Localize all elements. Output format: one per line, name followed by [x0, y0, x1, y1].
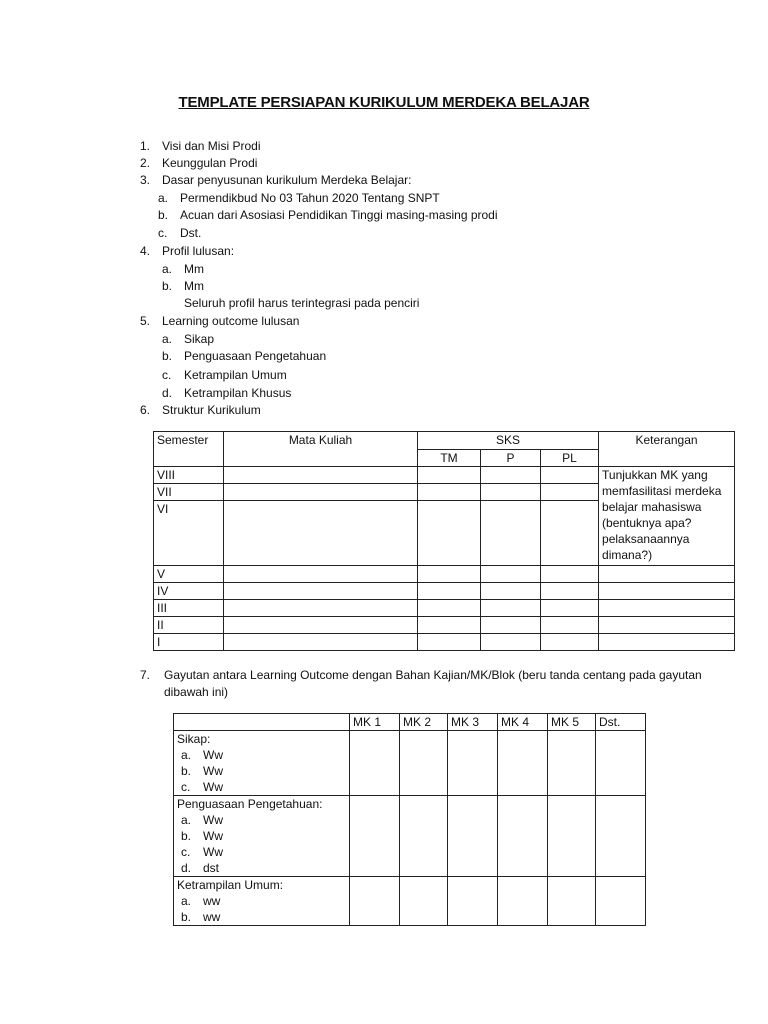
outcome-group-ketrampilan-umum [174, 877, 350, 926]
list-letter: c. [162, 368, 172, 382]
list-letter: b. [162, 349, 173, 363]
list-text: Struktur Kurikulum [162, 403, 261, 417]
list-number: 6. [140, 403, 151, 417]
list-text: Penguasaan Pengetahuan [184, 349, 327, 363]
list-number: 5. [140, 314, 151, 328]
list-text: Keunggulan Prodi [162, 156, 258, 170]
semester-cell: VIII [154, 467, 224, 484]
semester-cell: III [154, 600, 224, 617]
table-row [154, 566, 735, 583]
semester-cell: V [154, 566, 224, 583]
outcome-group-sikap [174, 731, 350, 796]
group-item: b. Ww [181, 764, 223, 778]
semester-cell: VII [154, 484, 224, 501]
list-text: Mm [184, 279, 204, 293]
list-letter: a. [162, 262, 173, 276]
list-number: 7. [140, 668, 151, 682]
group-item: d. dst [181, 861, 220, 875]
group-item: a. Ww [181, 748, 223, 762]
group-item: a. Ww [181, 813, 223, 827]
list-text: Sikap [184, 332, 215, 346]
list-number: 4. [140, 244, 151, 258]
list-text: Profil lulusan: [162, 244, 235, 258]
header-dst: Dst. [596, 714, 646, 731]
list-text: Ketrampilan Umum [184, 368, 287, 382]
list-text: Mm [184, 262, 204, 276]
header-semester: Semester [154, 432, 224, 467]
group-item: c. Ww [181, 845, 223, 859]
table-row [174, 731, 646, 796]
curriculum-structure-table [153, 431, 735, 651]
list-text: Dst. [180, 226, 202, 240]
table-row [154, 467, 735, 484]
semester-cell: I [154, 634, 224, 651]
list-letter: a. [162, 332, 173, 346]
group-item: c. Ww [181, 780, 223, 794]
list-number: 1. [140, 139, 151, 153]
profile-note: Seluruh profil harus terintegrasi pada penciri [184, 296, 420, 310]
list-text: Dasar penyusunan kurikulum Merdeka Belajar: [162, 173, 412, 187]
list-letter: d. [162, 386, 173, 400]
table-row [154, 634, 735, 651]
list-text: Ketrampilan Khusus [184, 386, 292, 400]
header-tm: TM [418, 450, 481, 467]
table-row [154, 617, 735, 634]
learning-outcome-mapping-table [173, 713, 646, 926]
group-item: b. Ww [181, 829, 223, 843]
table-row [174, 877, 646, 926]
list-number: 2. [140, 156, 151, 170]
semester-cell: VI [154, 501, 224, 566]
semester-cell: IV [154, 583, 224, 600]
list-letter: b. [158, 208, 169, 222]
list-text: Gayutan antara Learning Outcome dengan Bahan Kajian/MK/Blok (beru tanda centang pada gayutan dibawah ini) [164, 668, 702, 699]
header-mk2: MK 2 [400, 714, 448, 731]
document-title: TEMPLATE PERSIAPAN KURIKULUM MERDEKA BELAJAR [178, 94, 590, 111]
outcome-group-pengetahuan [174, 796, 350, 877]
table-row [174, 796, 646, 877]
semester-cell: II [154, 617, 224, 634]
list-text: Acuan dari Asosiasi Pendidikan Tinggi masing-masing prodi [180, 208, 498, 222]
list-number: 3. [140, 173, 151, 187]
header-mk5: MK 5 [548, 714, 596, 731]
header-mata-kuliah: Mata Kuliah [224, 432, 418, 467]
header-keterangan: Keterangan [599, 432, 735, 467]
header-p: P [481, 450, 541, 467]
group-title: Sikap: [177, 732, 211, 746]
list-letter: a. [158, 191, 169, 205]
keterangan-note: Tunjukkan MK yang memfasilitasi merdeka belajar mahasiswa (bentuknya apa? pelaksanaannya dimana?) [599, 467, 735, 566]
list-text: Learning outcome lulusan [162, 314, 300, 328]
group-item: b. ww [181, 910, 221, 924]
table-row [154, 583, 735, 600]
header-mk3: MK 3 [448, 714, 498, 731]
list-letter: b. [162, 279, 173, 293]
header-pl: PL [541, 450, 599, 467]
list-text: Permendikbud No 03 Tahun 2020 Tentang SNPT [180, 191, 440, 205]
header-mk1: MK 1 [350, 714, 400, 731]
list-letter: c. [158, 226, 168, 240]
table-row [154, 600, 735, 617]
group-item: a. ww [181, 894, 221, 908]
header-sks: SKS [418, 432, 599, 450]
group-title: Penguasaan Pengetahuan: [177, 797, 323, 811]
header-mk4: MK 4 [498, 714, 548, 731]
list-text: Visi dan Misi Prodi [162, 139, 261, 153]
group-title: Ketrampilan Umum: [177, 878, 284, 892]
